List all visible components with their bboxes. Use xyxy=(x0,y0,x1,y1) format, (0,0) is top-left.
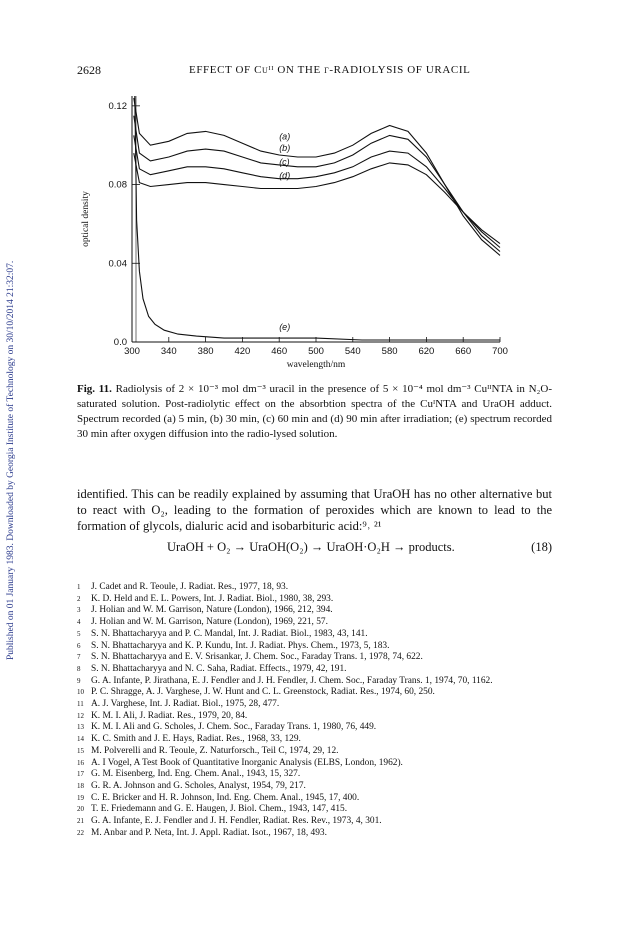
x-tick-label: 380 xyxy=(197,346,214,357)
x-tick-label: 620 xyxy=(418,346,435,357)
page-header xyxy=(77,63,557,81)
y-tick-label: 0.0 xyxy=(113,337,127,348)
reference-text: G. R. A. Johnson and G. Scholes, Analyst, 1954, 79, 217. xyxy=(91,780,306,791)
reference-text: K. C. Smith and J. E. Hays, Radiat. Res., 1968, 33, 129. xyxy=(91,734,301,745)
reference-item xyxy=(77,781,557,793)
download-watermark-text: Published on 01 January 1983. Downloaded by Georgia Institute of Technology on 30/10/2014 21:32:07. xyxy=(6,260,16,660)
reference-item xyxy=(77,828,557,840)
x-tick-label: 700 xyxy=(492,346,508,357)
reference-item xyxy=(77,629,557,641)
reference-number: 12 xyxy=(77,711,84,720)
reference-list xyxy=(77,582,557,839)
reference-item xyxy=(77,793,557,805)
reference-number: 1 xyxy=(77,583,81,591)
reference-text: G. M. Eisenberg, Ind. Eng. Chem. Anal., 1943, 15, 327. xyxy=(91,769,301,780)
reference-text: M. Polverelli and R. Teoule, Z. Naturforsch., Teil C, 1974, 29, 12. xyxy=(91,745,339,756)
equation xyxy=(77,540,552,558)
absorption-spectra-chart xyxy=(70,88,520,373)
page-number: 2628 xyxy=(77,63,101,77)
reference-number: 3 xyxy=(77,606,81,615)
reference-number: 17 xyxy=(77,770,84,779)
series-line-3 xyxy=(134,135,500,247)
reference-item xyxy=(77,816,557,828)
reference-item xyxy=(77,617,557,629)
series-label-5: (e) xyxy=(279,322,291,333)
chart-axes xyxy=(81,96,508,370)
x-tick-label: 420 xyxy=(234,346,251,357)
reference-item xyxy=(77,605,557,617)
download-watermark xyxy=(4,100,18,660)
x-tick-label: 340 xyxy=(160,346,177,357)
reference-item xyxy=(77,711,557,723)
equation-number: (18) xyxy=(531,540,552,554)
x-tick-label: 540 xyxy=(344,346,361,357)
reference-number: 9 xyxy=(77,676,81,685)
series-label-3: (c) xyxy=(279,156,290,167)
series-label-4: (d) xyxy=(279,170,291,181)
series-label-2: (b) xyxy=(279,143,291,154)
x-axis-title: wavelength/nm xyxy=(286,360,346,370)
reference-number: 2 xyxy=(77,594,81,603)
reference-item xyxy=(77,699,557,711)
reference-text: S. N. Bhattacharyya and K. P. Kundu, Int. J. Radiat. Phys. Chem., 1973, 5, 183. xyxy=(91,640,390,651)
reference-number: 10 xyxy=(77,688,84,697)
reference-item xyxy=(77,676,557,688)
reference-number: 20 xyxy=(77,805,84,814)
x-tick-label: 580 xyxy=(381,346,398,357)
equation-text: UraOH + O₂ → UraOH(O₂) → UraOH·O₂H → products. xyxy=(167,540,455,554)
reference-item xyxy=(77,594,557,606)
reference-number: 5 xyxy=(77,629,81,638)
reference-item xyxy=(77,722,557,734)
x-tick-label: 300 xyxy=(124,346,140,357)
y-tick-label: 0.04 xyxy=(108,258,127,270)
y-tick-label: 0.12 xyxy=(108,100,127,112)
reference-item xyxy=(77,758,557,770)
reference-item xyxy=(77,582,557,594)
series-line-2 xyxy=(134,116,500,252)
reference-text: K. M. I. Ali, J. Radiat. Res., 1979, 20, 84. xyxy=(91,710,248,721)
reference-number: 15 xyxy=(77,746,84,755)
x-tick-label: 500 xyxy=(308,346,324,357)
reference-number: 16 xyxy=(77,758,84,767)
chart-series xyxy=(134,96,500,340)
reference-item xyxy=(77,641,557,653)
y-axis-title: optical density xyxy=(81,191,91,247)
y-tick-label: 0.08 xyxy=(108,179,127,191)
reference-item xyxy=(77,734,557,746)
series-label-1: (a) xyxy=(279,131,291,142)
reference-number: 8 xyxy=(77,664,81,673)
x-tick-label: 660 xyxy=(455,346,472,357)
reference-number: 21 xyxy=(77,817,84,826)
reference-text: G. A. Infante, P. Jirathana, E. J. Fendler and J. H. Fendler, J. Chem. Soc., Faraday Trans. 1, 1974, 70, 1162. xyxy=(91,675,493,686)
reference-number: 19 xyxy=(77,793,84,802)
figure-caption xyxy=(77,382,552,442)
body-paragraph: identified. This can be readily explained by assuming that UraOH has no other alternative but to react with O₂, leading to the formation of peroxides which are known to lead to the formation of glycols, dialuric acid and isobarbituric acid:⁹˒ ²¹ xyxy=(77,487,552,533)
reference-item xyxy=(77,652,557,664)
reference-item xyxy=(77,769,557,781)
reference-number: 11 xyxy=(77,700,84,709)
reference-number: 14 xyxy=(77,735,84,744)
reference-text: A. I Vogel, A Test Book of Quantitative Inorganic Analysis (ELBS, London, 1962). xyxy=(91,757,403,768)
reference-text: K. D. Held and E. L. Powers, Int. J. Radiat. Biol., 1980, 38, 293. xyxy=(91,593,334,604)
reference-text: K. M. I. Ali and G. Scholes, J. Chem. Soc., Faraday Trans. 1, 1980, 76, 449. xyxy=(91,722,377,733)
reference-text: T. E. Friedemann and G. E. Haugen, J. Biol. Chem., 1943, 147, 415. xyxy=(91,804,348,815)
reference-number: 22 xyxy=(77,828,84,837)
reference-item xyxy=(77,746,557,758)
reference-number: 13 xyxy=(77,723,84,732)
reference-item xyxy=(77,804,557,816)
reference-text: G. A. Infante, E. J. Fendler and J. H. Fendler, Radiat. Res. Rev., 1973, 4, 301. xyxy=(91,816,382,827)
reference-item xyxy=(77,687,557,699)
reference-number: 18 xyxy=(77,781,84,790)
reference-number: 7 xyxy=(77,653,81,662)
reference-item xyxy=(77,664,557,676)
reference-number: 4 xyxy=(77,618,81,627)
reference-text: M. Anbar and P. Neta, Int. J. Appl. Radiat. Isot., 1967, 18, 493. xyxy=(91,827,327,838)
reference-text: J. Cadet and R. Teoule, J. Radiat. Res., 1977, 18, 93. xyxy=(91,582,289,592)
x-tick-label: 460 xyxy=(271,346,288,357)
reference-text: C. E. Bricker and H. R. Johnson, Ind. Eng. Chem. Anal., 1945, 17, 400. xyxy=(91,792,360,803)
reference-number: 6 xyxy=(77,641,81,650)
reference-text: A. J. Varghese, Int. J. Radiat. Biol., 1975, 28, 477. xyxy=(91,699,280,710)
reference-text: P. C. Shragge, A. J. Varghese, J. W. Hunt and C. L. Greenstock, Radiat. Res., 1974, 60, 250. xyxy=(91,687,435,698)
reference-text: J. Holian and W. M. Garrison, Nature (London), 1966, 212, 394. xyxy=(91,605,333,616)
reference-text: S. N. Bhattacharyya and P. C. Mandal, Int. J. Radiat. Biol., 1983, 43, 141. xyxy=(91,628,368,639)
reference-text: J. Holian and W. M. Garrison, Nature (London), 1969, 221, 57. xyxy=(91,617,328,628)
reference-text: S. N. Bhattacharyya and N. C. Saha, Radiat. Effects., 1979, 42, 191. xyxy=(91,663,347,674)
figure-caption-text: Radiolysis of 2 × 10⁻³ mol dm⁻³ uracil in the presence of 5 × 10⁻⁴ mol dm⁻³ CuᴵᴵNTA in N₂O-saturated solution. Post-radiolytic effect on the absorbtion spectra of the CuᴵNTA and UraOH adduct. Spectrum recorded (a) 5 min, (b) 30 min, (c) 60 min and (d) 90 min after irradiation; (e) spectrum recorded 30 min after oxygen diffusion into the radio-lysed solution. xyxy=(77,383,553,440)
running-title: EFFECT OF Cuᴵᴵ ON THE γ-RADIOLYSIS OF URACIL xyxy=(189,64,471,76)
reference-text: S. N. Bhattacharyya and E. V. Srisankar, J. Chem. Soc., Faraday Trans. 1, 1978, 74, 622. xyxy=(91,652,423,663)
figure-label: Fig. 11. xyxy=(77,383,112,395)
